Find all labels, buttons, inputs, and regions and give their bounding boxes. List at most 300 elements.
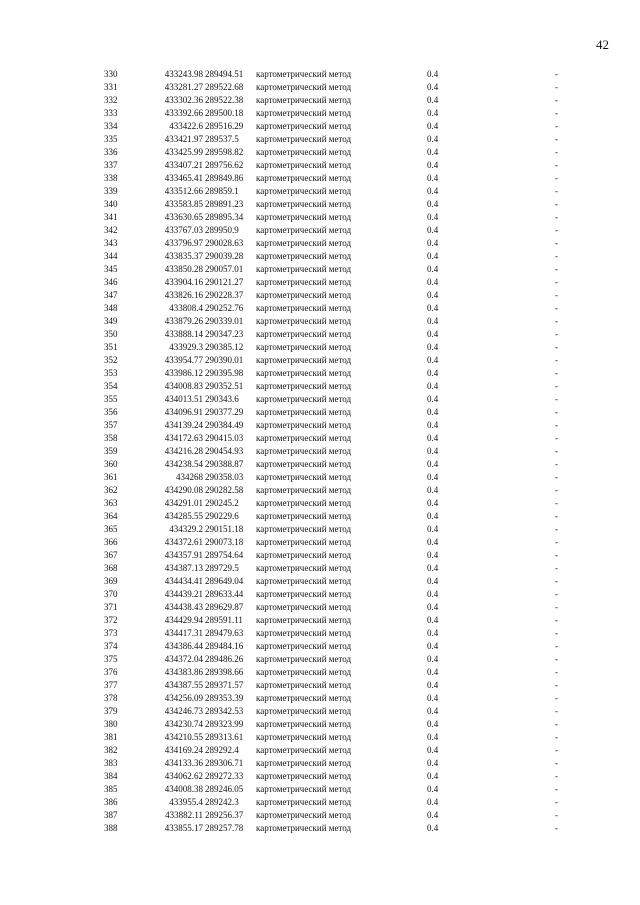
accuracy-value: 0.4 [427,641,439,651]
dash-cell: - [555,511,558,521]
coordinate-y: 290377.29 [205,407,244,417]
table-row [0,718,640,731]
accuracy-value: 0.4 [427,381,439,391]
dash-cell: - [555,251,558,261]
method-cell: картометрический метод [256,589,352,599]
method-cell: картометрический метод [256,212,352,222]
table-row [0,627,640,640]
coordinate-x: 434013.51 [164,394,203,404]
dash-cell: - [555,810,558,820]
method-cell: картометрический метод [256,771,352,781]
coordinate-x: 434062.62 [164,771,203,781]
accuracy-value: 0.4 [427,277,439,287]
method-cell: картометрический метод [256,95,352,105]
point-number: 331 [104,82,118,92]
point-number: 351 [104,342,118,352]
coordinate-x: 434256.09 [164,693,203,703]
point-number: 354 [104,381,118,391]
accuracy-value: 0.4 [427,69,439,79]
method-cell: картометрический метод [256,303,352,313]
dash-cell: - [555,160,558,170]
dash-cell: - [555,199,558,209]
method-cell: картометрический метод [256,264,352,274]
table-row [0,497,640,510]
coordinate-x: 434383.86 [164,667,203,677]
coordinate-x: 433835.37 [164,251,203,261]
method-cell: картометрический метод [256,654,352,664]
coordinate-x: 434387.13 [164,563,203,573]
method-cell: картометрический метод [256,134,352,144]
coordinate-x: 433243.98 [164,69,203,79]
coordinate-y: 290343.6 [205,394,239,404]
coordinate-x: 433796.97 [164,238,203,248]
coordinate-x: 433955.4 [169,797,203,807]
accuracy-value: 0.4 [427,498,439,508]
dash-cell: - [555,745,558,755]
point-number: 360 [104,459,118,469]
dash-cell: - [555,368,558,378]
accuracy-value: 0.4 [427,251,439,261]
table-row [0,562,640,575]
coordinate-y: 289649.04 [205,576,244,586]
table-row [0,237,640,250]
coordinate-y: 290229.6 [205,511,239,521]
dash-cell: - [555,264,558,274]
table-row [0,458,640,471]
point-number: 345 [104,264,118,274]
accuracy-value: 0.4 [427,615,439,625]
method-cell: картометрический метод [256,498,352,508]
coordinate-y: 289398.66 [205,667,244,677]
accuracy-value: 0.4 [427,212,439,222]
dash-cell: - [555,732,558,742]
point-number: 334 [104,121,118,131]
coordinate-y: 290121.27 [205,277,244,287]
dash-cell: - [555,589,558,599]
method-cell: картометрический метод [256,381,352,391]
coordinate-x: 434246.73 [164,706,203,716]
point-number: 377 [104,680,118,690]
point-number: 367 [104,550,118,560]
accuracy-value: 0.4 [427,628,439,638]
method-cell: картометрический метод [256,420,352,430]
point-number: 350 [104,329,118,339]
table-row [0,484,640,497]
point-number: 386 [104,797,118,807]
coordinate-y: 289522.38 [205,95,244,105]
table-row [0,367,640,380]
dash-cell: - [555,342,558,352]
coordinate-x: 434434.41 [164,576,203,586]
coordinate-x: 433850.28 [164,264,203,274]
coordinate-x: 434133.36 [164,758,203,768]
table-row [0,679,640,692]
point-number: 357 [104,420,118,430]
coordinate-x: 433888.14 [164,329,203,339]
accuracy-value: 0.4 [427,667,439,677]
coordinate-y: 289306.71 [205,758,244,768]
method-cell: картометрический метод [256,719,352,729]
point-number: 365 [104,524,118,534]
point-number: 348 [104,303,118,313]
dash-cell: - [555,524,558,534]
table-row [0,640,640,653]
coordinate-y: 290073.18 [205,537,244,547]
dash-cell: - [555,537,558,547]
dash-cell: - [555,121,558,131]
point-number: 384 [104,771,118,781]
coordinate-y: 289500.18 [205,108,244,118]
coordinate-x: 434238.54 [164,459,203,469]
coordinate-x: 434290.08 [164,485,203,495]
coordinate-y: 289591.11 [205,615,243,625]
coordinate-x: 434096.91 [164,407,203,417]
accuracy-value: 0.4 [427,368,439,378]
coordinate-y: 289242.3 [205,797,239,807]
table-row [0,536,640,549]
point-number: 369 [104,576,118,586]
coordinate-y: 290028.63 [205,238,244,248]
method-cell: картометрический метод [256,706,352,716]
method-cell: картометрический метод [256,160,352,170]
table-row [0,263,640,276]
table-row [0,653,640,666]
point-number: 336 [104,147,118,157]
method-cell: картометрический метод [256,602,352,612]
method-cell: картометрический метод [256,745,352,755]
table-row [0,757,640,770]
table-row [0,614,640,627]
coordinate-x: 433407.21 [164,160,203,170]
point-number: 341 [104,212,118,222]
accuracy-value: 0.4 [427,186,439,196]
coordinate-x: 433281.27 [164,82,203,92]
dash-cell: - [555,316,558,326]
dash-cell: - [555,225,558,235]
coordinate-x: 433465.41 [164,173,203,183]
method-cell: картометрический метод [256,511,352,521]
table-row [0,289,640,302]
point-number: 362 [104,485,118,495]
accuracy-value: 0.4 [427,810,439,820]
dash-cell: - [555,485,558,495]
method-cell: картометрический метод [256,524,352,534]
coordinate-y: 289859.1 [205,186,239,196]
point-number: 375 [104,654,118,664]
accuracy-value: 0.4 [427,264,439,274]
accuracy-value: 0.4 [427,797,439,807]
table-row [0,523,640,536]
coordinate-x: 434216.28 [164,446,203,456]
point-number: 332 [104,95,118,105]
coordinate-x: 433826.16 [164,290,203,300]
point-number: 363 [104,498,118,508]
accuracy-value: 0.4 [427,342,439,352]
accuracy-value: 0.4 [427,589,439,599]
method-cell: картометрический метод [256,459,352,469]
coordinate-y: 289537.5 [205,134,239,144]
dash-cell: - [555,771,558,781]
coordinate-x: 434372.61 [164,537,203,547]
table-row [0,588,640,601]
coordinate-x: 433808.4 [169,303,203,313]
coordinate-y: 289342.53 [205,706,244,716]
point-number: 356 [104,407,118,417]
dash-cell: - [555,108,558,118]
coordinate-x: 434169.24 [164,745,203,755]
dash-cell: - [555,147,558,157]
point-number: 364 [104,511,118,521]
coordinate-x: 434268 [176,472,203,482]
dash-cell: - [555,238,558,248]
method-cell: картометрический метод [256,537,352,547]
coordinate-x: 434357.91 [164,550,203,560]
coordinate-x: 434438.43 [164,602,203,612]
method-cell: картометрический метод [256,641,352,651]
dash-cell: - [555,134,558,144]
coordinate-y: 290252.76 [205,303,244,313]
table-row [0,575,640,588]
point-number: 338 [104,173,118,183]
coordinate-y: 289494.51 [205,69,244,79]
accuracy-value: 0.4 [427,706,439,716]
table-row [0,185,640,198]
method-cell: картометрический метод [256,342,352,352]
coordinate-y: 289516.29 [205,121,244,131]
point-number: 346 [104,277,118,287]
dash-cell: - [555,186,558,196]
method-cell: картометрический метод [256,108,352,118]
method-cell: картометрический метод [256,810,352,820]
method-cell: картометрический метод [256,316,352,326]
method-cell: картометрический метод [256,433,352,443]
point-number: 343 [104,238,118,248]
method-cell: картометрический метод [256,667,352,677]
coordinate-y: 289484.16 [205,641,244,651]
table-row [0,172,640,185]
method-cell: картометрический метод [256,394,352,404]
point-number: 373 [104,628,118,638]
accuracy-value: 0.4 [427,290,439,300]
method-cell: картометрический метод [256,82,352,92]
dash-cell: - [555,381,558,391]
coordinate-y: 289353.39 [205,693,244,703]
method-cell: картометрический метод [256,225,352,235]
method-cell: картометрический метод [256,121,352,131]
accuracy-value: 0.4 [427,407,439,417]
coordinates-table [0,68,640,835]
table-row [0,601,640,614]
coordinate-y: 290151.18 [205,524,244,534]
coordinate-y: 289522.68 [205,82,244,92]
table-row [0,94,640,107]
table-row [0,471,640,484]
dash-cell: - [555,823,558,833]
table-row [0,419,640,432]
accuracy-value: 0.4 [427,82,439,92]
coordinate-y: 290352.51 [205,381,244,391]
table-row [0,107,640,120]
dash-cell: - [555,797,558,807]
coordinate-x: 434008.83 [164,381,203,391]
method-cell: картометрический метод [256,732,352,742]
coordinate-x: 433425.99 [164,147,203,157]
coordinate-x: 434386.44 [164,641,203,651]
table-row [0,354,640,367]
dash-cell: - [555,420,558,430]
dash-cell: - [555,680,558,690]
coordinate-x: 433512.66 [164,186,203,196]
table-row [0,783,640,796]
dash-cell: - [555,329,558,339]
table-row [0,276,640,289]
coordinate-y: 290388.87 [205,459,244,469]
accuracy-value: 0.4 [427,680,439,690]
coordinate-x: 433302.36 [164,95,203,105]
point-number: 344 [104,251,118,261]
point-number: 361 [104,472,118,482]
accuracy-value: 0.4 [427,433,439,443]
point-number: 353 [104,368,118,378]
point-number: 333 [104,108,118,118]
accuracy-value: 0.4 [427,238,439,248]
coordinate-x: 433421.97 [164,134,203,144]
dash-cell: - [555,654,558,664]
coordinate-y: 289479.63 [205,628,244,638]
accuracy-value: 0.4 [427,303,439,313]
method-cell: картометрический метод [256,329,352,339]
coordinate-y: 289272.33 [205,771,244,781]
coordinate-y: 290385.12 [205,342,244,352]
accuracy-value: 0.4 [427,160,439,170]
table-row [0,510,640,523]
table-row [0,159,640,172]
table-row [0,302,640,315]
method-cell: картометрический метод [256,485,352,495]
coordinate-y: 289257.78 [205,823,244,833]
coordinate-x: 433882.11 [165,810,203,820]
coordinate-x: 433422.6 [169,121,203,131]
accuracy-value: 0.4 [427,472,439,482]
coordinate-y: 290347.23 [205,329,244,339]
table-row [0,211,640,224]
table-row [0,445,640,458]
coordinate-y: 289323.99 [205,719,244,729]
table-row [0,432,640,445]
method-cell: картометрический метод [256,576,352,586]
dash-cell: - [555,784,558,794]
table-row [0,120,640,133]
coordinate-y: 289486.26 [205,654,244,664]
coordinate-y: 289292.4 [205,745,239,755]
accuracy-value: 0.4 [427,121,439,131]
dash-cell: - [555,277,558,287]
table-row [0,406,640,419]
accuracy-value: 0.4 [427,329,439,339]
table-row [0,744,640,757]
point-number: 376 [104,667,118,677]
coordinate-y: 289891.23 [205,199,244,209]
table-row [0,770,640,783]
table-row [0,380,640,393]
method-cell: картометрический метод [256,69,352,79]
method-cell: картометрический метод [256,758,352,768]
table-row [0,198,640,211]
method-cell: картометрический метод [256,186,352,196]
method-cell: картометрический метод [256,199,352,209]
method-cell: картометрический метод [256,251,352,261]
accuracy-value: 0.4 [427,563,439,573]
accuracy-value: 0.4 [427,771,439,781]
point-number: 330 [104,69,118,79]
table-row [0,666,640,679]
coordinate-y: 289256.37 [205,810,244,820]
method-cell: картометрический метод [256,355,352,365]
point-number: 352 [104,355,118,365]
table-row [0,250,640,263]
accuracy-value: 0.4 [427,537,439,547]
point-number: 339 [104,186,118,196]
method-cell: картометрический метод [256,797,352,807]
point-number: 371 [104,602,118,612]
dash-cell: - [555,563,558,573]
dash-cell: - [555,407,558,417]
accuracy-value: 0.4 [427,576,439,586]
dash-cell: - [555,758,558,768]
table-row [0,393,640,406]
coordinate-y: 289754.64 [205,550,244,560]
point-number: 368 [104,563,118,573]
accuracy-value: 0.4 [427,550,439,560]
method-cell: картометрический метод [256,563,352,573]
table-row [0,315,640,328]
point-number: 370 [104,589,118,599]
accuracy-value: 0.4 [427,654,439,664]
accuracy-value: 0.4 [427,758,439,768]
point-number: 387 [104,810,118,820]
dash-cell: - [555,212,558,222]
dash-cell: - [555,615,558,625]
point-number: 385 [104,784,118,794]
dash-cell: - [555,667,558,677]
method-cell: картометрический метод [256,550,352,560]
dash-cell: - [555,173,558,183]
point-number: 381 [104,732,118,742]
point-number: 337 [104,160,118,170]
dash-cell: - [555,433,558,443]
accuracy-value: 0.4 [427,147,439,157]
point-number: 366 [104,537,118,547]
method-cell: картометрический метод [256,147,352,157]
coordinate-y: 290415.03 [205,433,244,443]
coordinate-x: 433583.85 [164,199,203,209]
accuracy-value: 0.4 [427,823,439,833]
method-cell: картометрический метод [256,472,352,482]
accuracy-value: 0.4 [427,173,439,183]
accuracy-value: 0.4 [427,602,439,612]
coordinate-x: 433986.12 [164,368,203,378]
point-number: 335 [104,134,118,144]
accuracy-value: 0.4 [427,420,439,430]
method-cell: картометрический метод [256,628,352,638]
dash-cell: - [555,394,558,404]
page-number: 42 [596,37,609,52]
coordinate-y: 290454.93 [205,446,244,456]
dash-cell: - [555,446,558,456]
coordinate-x: 433929.3 [169,342,203,352]
coordinate-y: 290339.01 [205,316,244,326]
dash-cell: - [555,641,558,651]
